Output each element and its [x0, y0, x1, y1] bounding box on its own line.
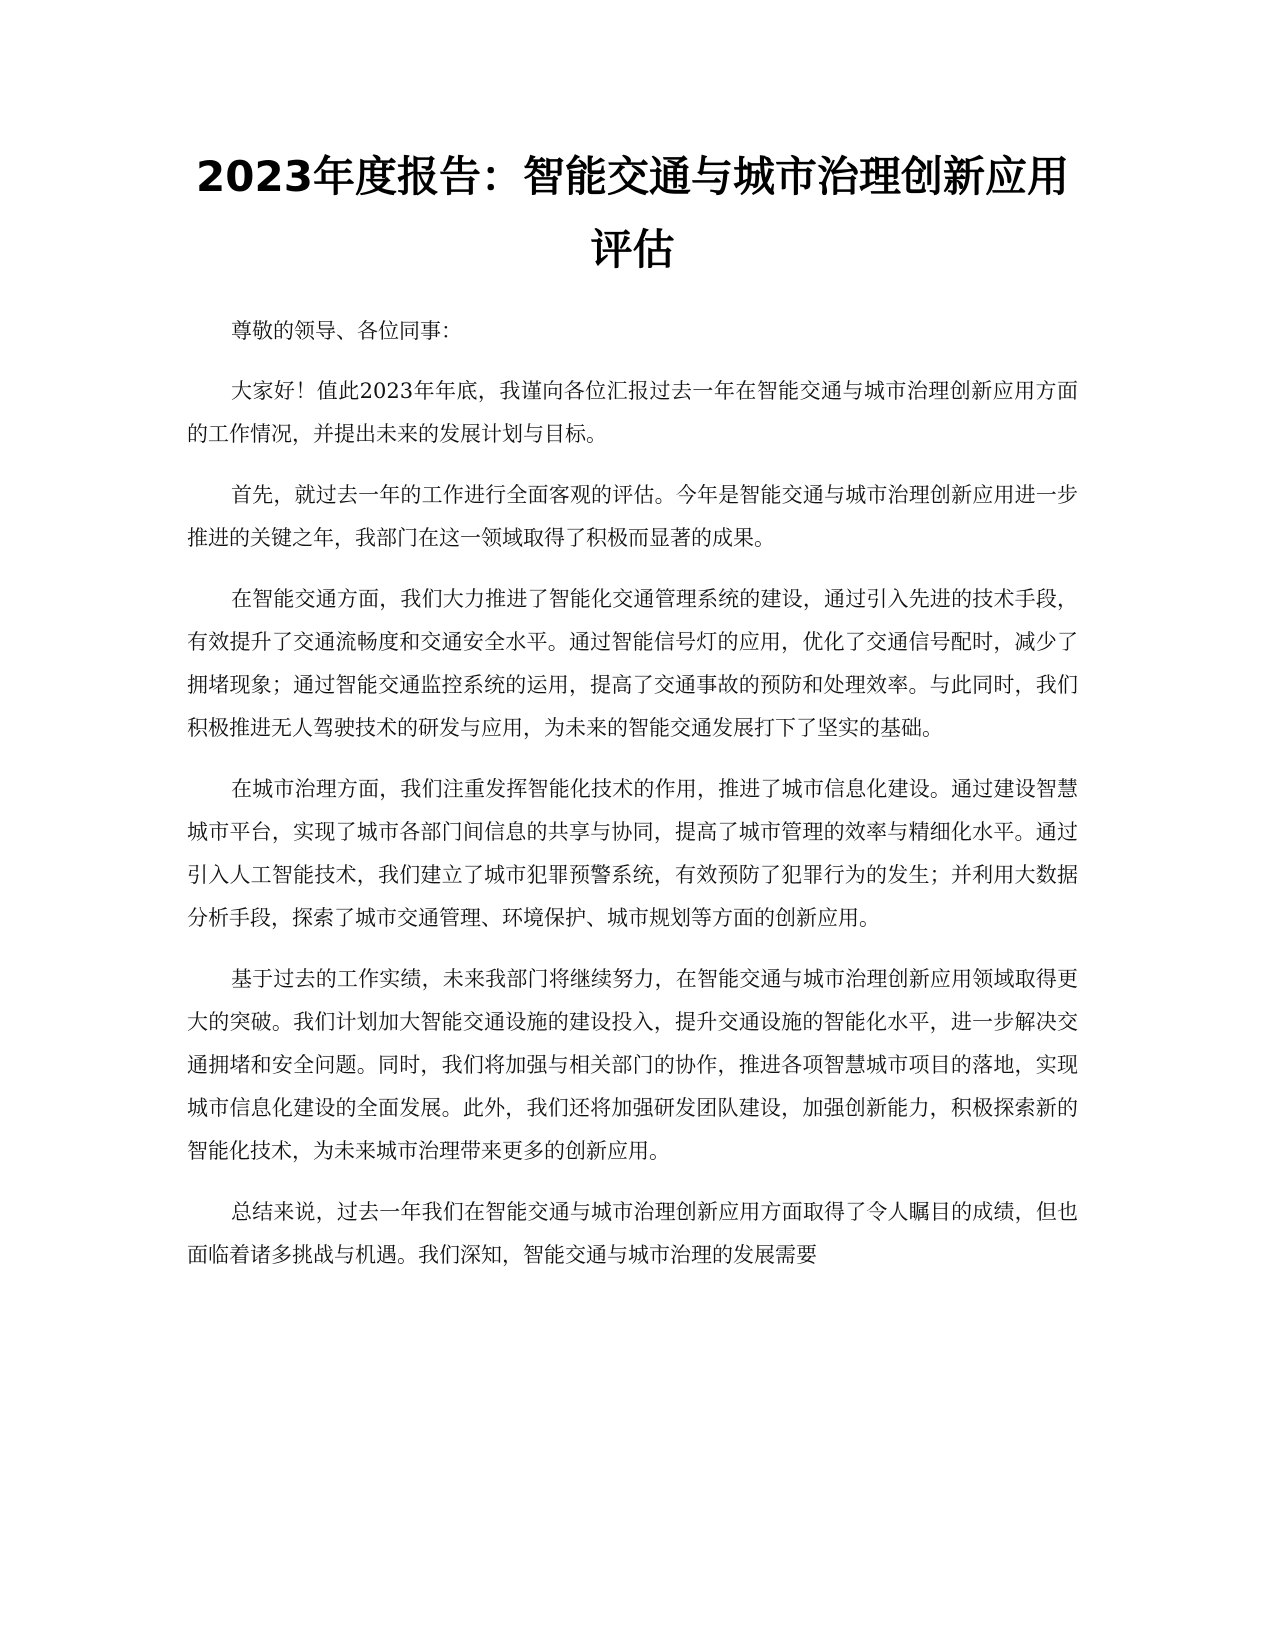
paragraph-evaluation: 首先，就过去一年的工作进行全面客观的评估。今年是智能交通与城市治理创新应用进一步推进的关键之年，我部门在这一领域取得了积极而显著的成果。 — [187, 483, 1078, 550]
paragraph-smart-traffic: 在智能交通方面，我们大力推进了智能化交通管理系统的建设，通过引入先进的技术手段，有效提升了交通流畅度和交通安全水平。通过智能信号灯的应用，优化了交通信号配时，减少了拥堵现象；通过智能交通监控系统的运用，提高了交通事故的预防和处理效率。与此同时，我们积极推进无人驾驶技术的研发与应用，为未来的智能交通发展打下了坚实的基础。 — [187, 587, 1078, 740]
document-title: 2023年度报告：智能交通与城市治理创新应用评估 — [196, 152, 1069, 274]
paragraph-future-plan: 基于过去的工作实绩，未来我部门将继续努力，在智能交通与城市治理创新应用领域取得更大的突破。我们计划加大智能交通设施的建设投入，提升交通设施的智能化水平，进一步解决交通拥堵和安全问题。同时，我们将加强与相关部门的协作，推进各项智慧城市项目的落地，实现城市信息化建设的全面发展。此外，我们还将加强研发团队建设，加强创新能力，积极探索新的智能化技术，为未来城市治理带来更多的创新应用。 — [187, 967, 1078, 1163]
greeting-line: 尊敬的领导、各位同事： — [231, 319, 462, 343]
paragraph-urban-governance: 在城市治理方面，我们注重发挥智能化技术的作用，推进了城市信息化建设。通过建设智慧城市平台，实现了城市各部门间信息的共享与协同，提高了城市管理的效率与精细化水平。通过引入人工智能技术，我们建立了城市犯罪预警系统，有效预防了犯罪行为的发生；并利用大数据分析手段，探索了城市交通管理、环境保护、城市规划等方面的创新应用。 — [187, 777, 1078, 930]
paragraph-intro: 大家好！值此2023年年底，我谨向各位汇报过去一年在智能交通与城市治理创新应用方面的工作情况，并提出未来的发展计划与目标。 — [187, 379, 1078, 446]
paragraph-summary: 总结来说，过去一年我们在智能交通与城市治理创新应用方面取得了令人瞩目的成绩，但也面临着诸多挑战与机遇。我们深知，智能交通与城市治理的发展需要 — [187, 1200, 1078, 1267]
